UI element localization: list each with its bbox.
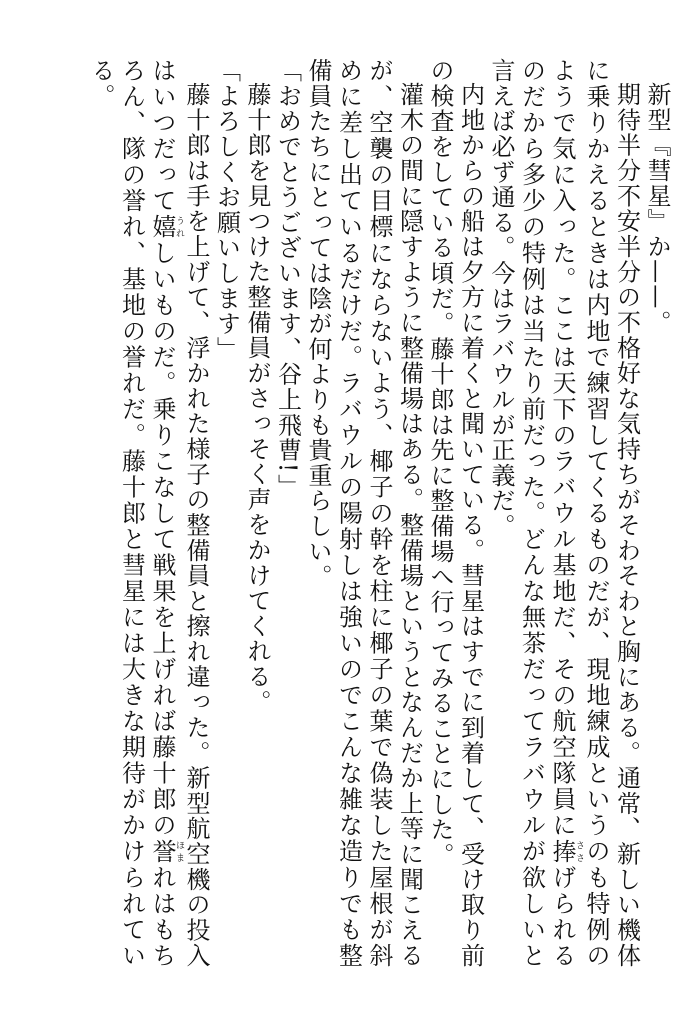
furigana-reading: ささ	[574, 838, 584, 864]
paragraph-ship-arrival	[425, 58, 486, 968]
furigana-ruby: 捧ささ	[548, 838, 584, 865]
paragraph-opening	[642, 58, 673, 968]
paragraph-maintenance-area	[303, 58, 425, 968]
dialogue-congratulations	[272, 58, 303, 968]
furigana-ruby: 誉ほま	[148, 838, 184, 865]
text-segment: 灌木の間に隠すように整備場はある。整備場というとなんだか上等に聞こえるが、空襲の目標にならないよう、椰子の幹を柱に椰子の葉で偽装した屋根が斜めに差し出ているだけだ。ラバウルの陽射しは強いのでこんな雑な造りでも整備員たちにとっては陰が何よりも貴重らしい。	[304, 58, 424, 968]
furigana-ruby: 嬉うれ	[148, 214, 184, 241]
paragraph-expectations	[86, 58, 212, 968]
furigana-reading: ほま	[174, 838, 184, 864]
text-segment: 新型『彗星』か——。	[643, 82, 671, 335]
text-segment: げられるのだから多少の特例は当たり前だった。どんな無茶だってラバウルが欲しいと言えば必ず通る。今はラバウルが正義だ。	[487, 58, 576, 969]
text-segment: 藤十郎は手を上げて、浮かれた様子の整備員と擦れ違った。新型航空機の投入はいつだって	[148, 58, 210, 968]
text-segment: しいものだ。乗りこなして戦果を上げれば藤十郎の	[148, 240, 176, 839]
text-segment: れはもちろん、隊の誉れ、基地の誉れだ。藤十郎と彗星には大きな期待がかけられている。	[87, 58, 176, 968]
text-segment: 「よろしくお願いします」	[212, 58, 241, 362]
paragraph-anticipation	[486, 58, 642, 968]
text-segment: 期待半分不安半分の不格好な気持ちがそわそわと胸にある。通常、新しい機体に乗りかえるときは内地で練習してくるものだが、現地練成というのも特例のようで気に入った。ここは天下のラバウル基地だ、その航空隊員に	[548, 58, 641, 968]
vertical-text-body	[30, 58, 672, 968]
furigana-reading: うれ	[174, 214, 184, 240]
text-segment: 「おめでとうございます、谷上飛曹!」	[273, 58, 302, 500]
text-segment: 内地からの船は夕方に着くと聞いている。彗星はすでに到着して、受け取り前の検査をしている頃だ。藤十郎は先に整備場へ行ってみることにした。	[426, 58, 485, 968]
text-segment: 藤十郎を見つけた整備員がさっそく声をかけてくれる。	[243, 82, 271, 715]
paragraph-mechanic-greets	[242, 58, 273, 968]
dialogue-yoroshiku	[211, 58, 242, 968]
